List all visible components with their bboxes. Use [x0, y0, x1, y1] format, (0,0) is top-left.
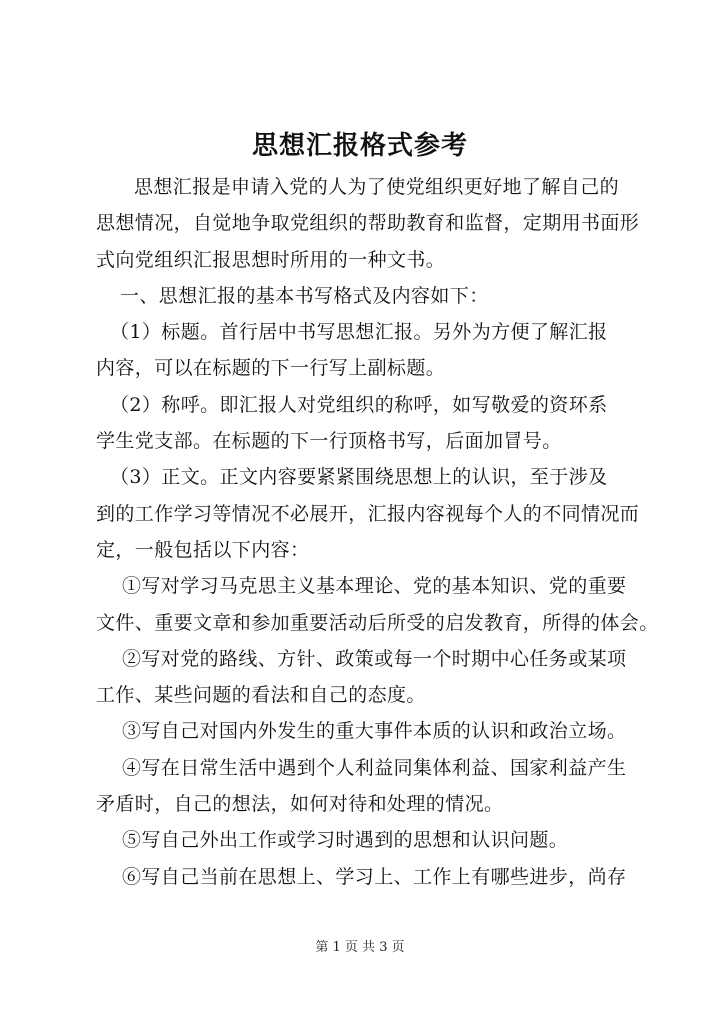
- list-item: ⑥写自己当前在思想上、学习上、工作上有哪些进步，尚存: [122, 865, 627, 888]
- body-line: （1）标题。首行居中书写思想汇报。另外为方便了解汇报: [110, 321, 608, 344]
- body-line: 内容，可以在标题的下一行写上副标题。: [96, 357, 446, 380]
- list-item: ⑤写自己外出工作或学习时遇到的思想和认识问题。: [122, 829, 569, 852]
- body-line: 矛盾时，自己的想法，如何对待和处理的情况。: [96, 793, 504, 816]
- page-footer: 第 1 页 共 3 页: [315, 940, 405, 955]
- body-line: 思想汇报是申请入党的人为了使党组织更好地了解自己的: [134, 176, 620, 198]
- list-item: ④写在日常生活中遇到个人利益同集体利益、国家利益产生: [122, 756, 627, 779]
- document-title: 思想汇报格式参考: [251, 131, 468, 161]
- section-heading: 一、思想汇报的基本书写格式及内容如下：: [120, 284, 489, 307]
- body-line: （2）称呼。即汇报人对党组织的称呼，如写敬爱的资环系: [110, 393, 608, 416]
- list-item: ③写自己对国内外发生的重大事件本质的认识和政治立场。: [122, 720, 627, 743]
- body-line: 工作、某些问题的看法和自己的态度。: [96, 684, 426, 707]
- list-item: ②写对党的路线、方针、政策或每一个时期中心任务或某项: [122, 647, 627, 670]
- body-line: 思想情况，自觉地争取党组织的帮助教育和监督，定期用书面形: [96, 212, 640, 235]
- document-body: [96, 169, 659, 895]
- body-line: 式向党组织汇报思想时所用的一种文书。: [96, 248, 446, 271]
- body-line: 学生党支部。在标题的下一行顶格书写，后面加冒号。: [96, 430, 562, 453]
- body-line: 到的工作学习等情况不必展开，汇报内容视每个人的不同情况而: [96, 502, 640, 525]
- body-line: （3）正文。正文内容要紧紧围绕思想上的认识，至于涉及: [110, 466, 608, 489]
- body-line: 定，一般包括以下内容：: [96, 538, 310, 561]
- body-line: 文件、重要文章和参加重要活动后所受的启发教育，所得的体会。: [96, 611, 659, 634]
- list-item: ①写对学习马克思主义基本理论、党的基本知识、党的重要: [122, 575, 627, 598]
